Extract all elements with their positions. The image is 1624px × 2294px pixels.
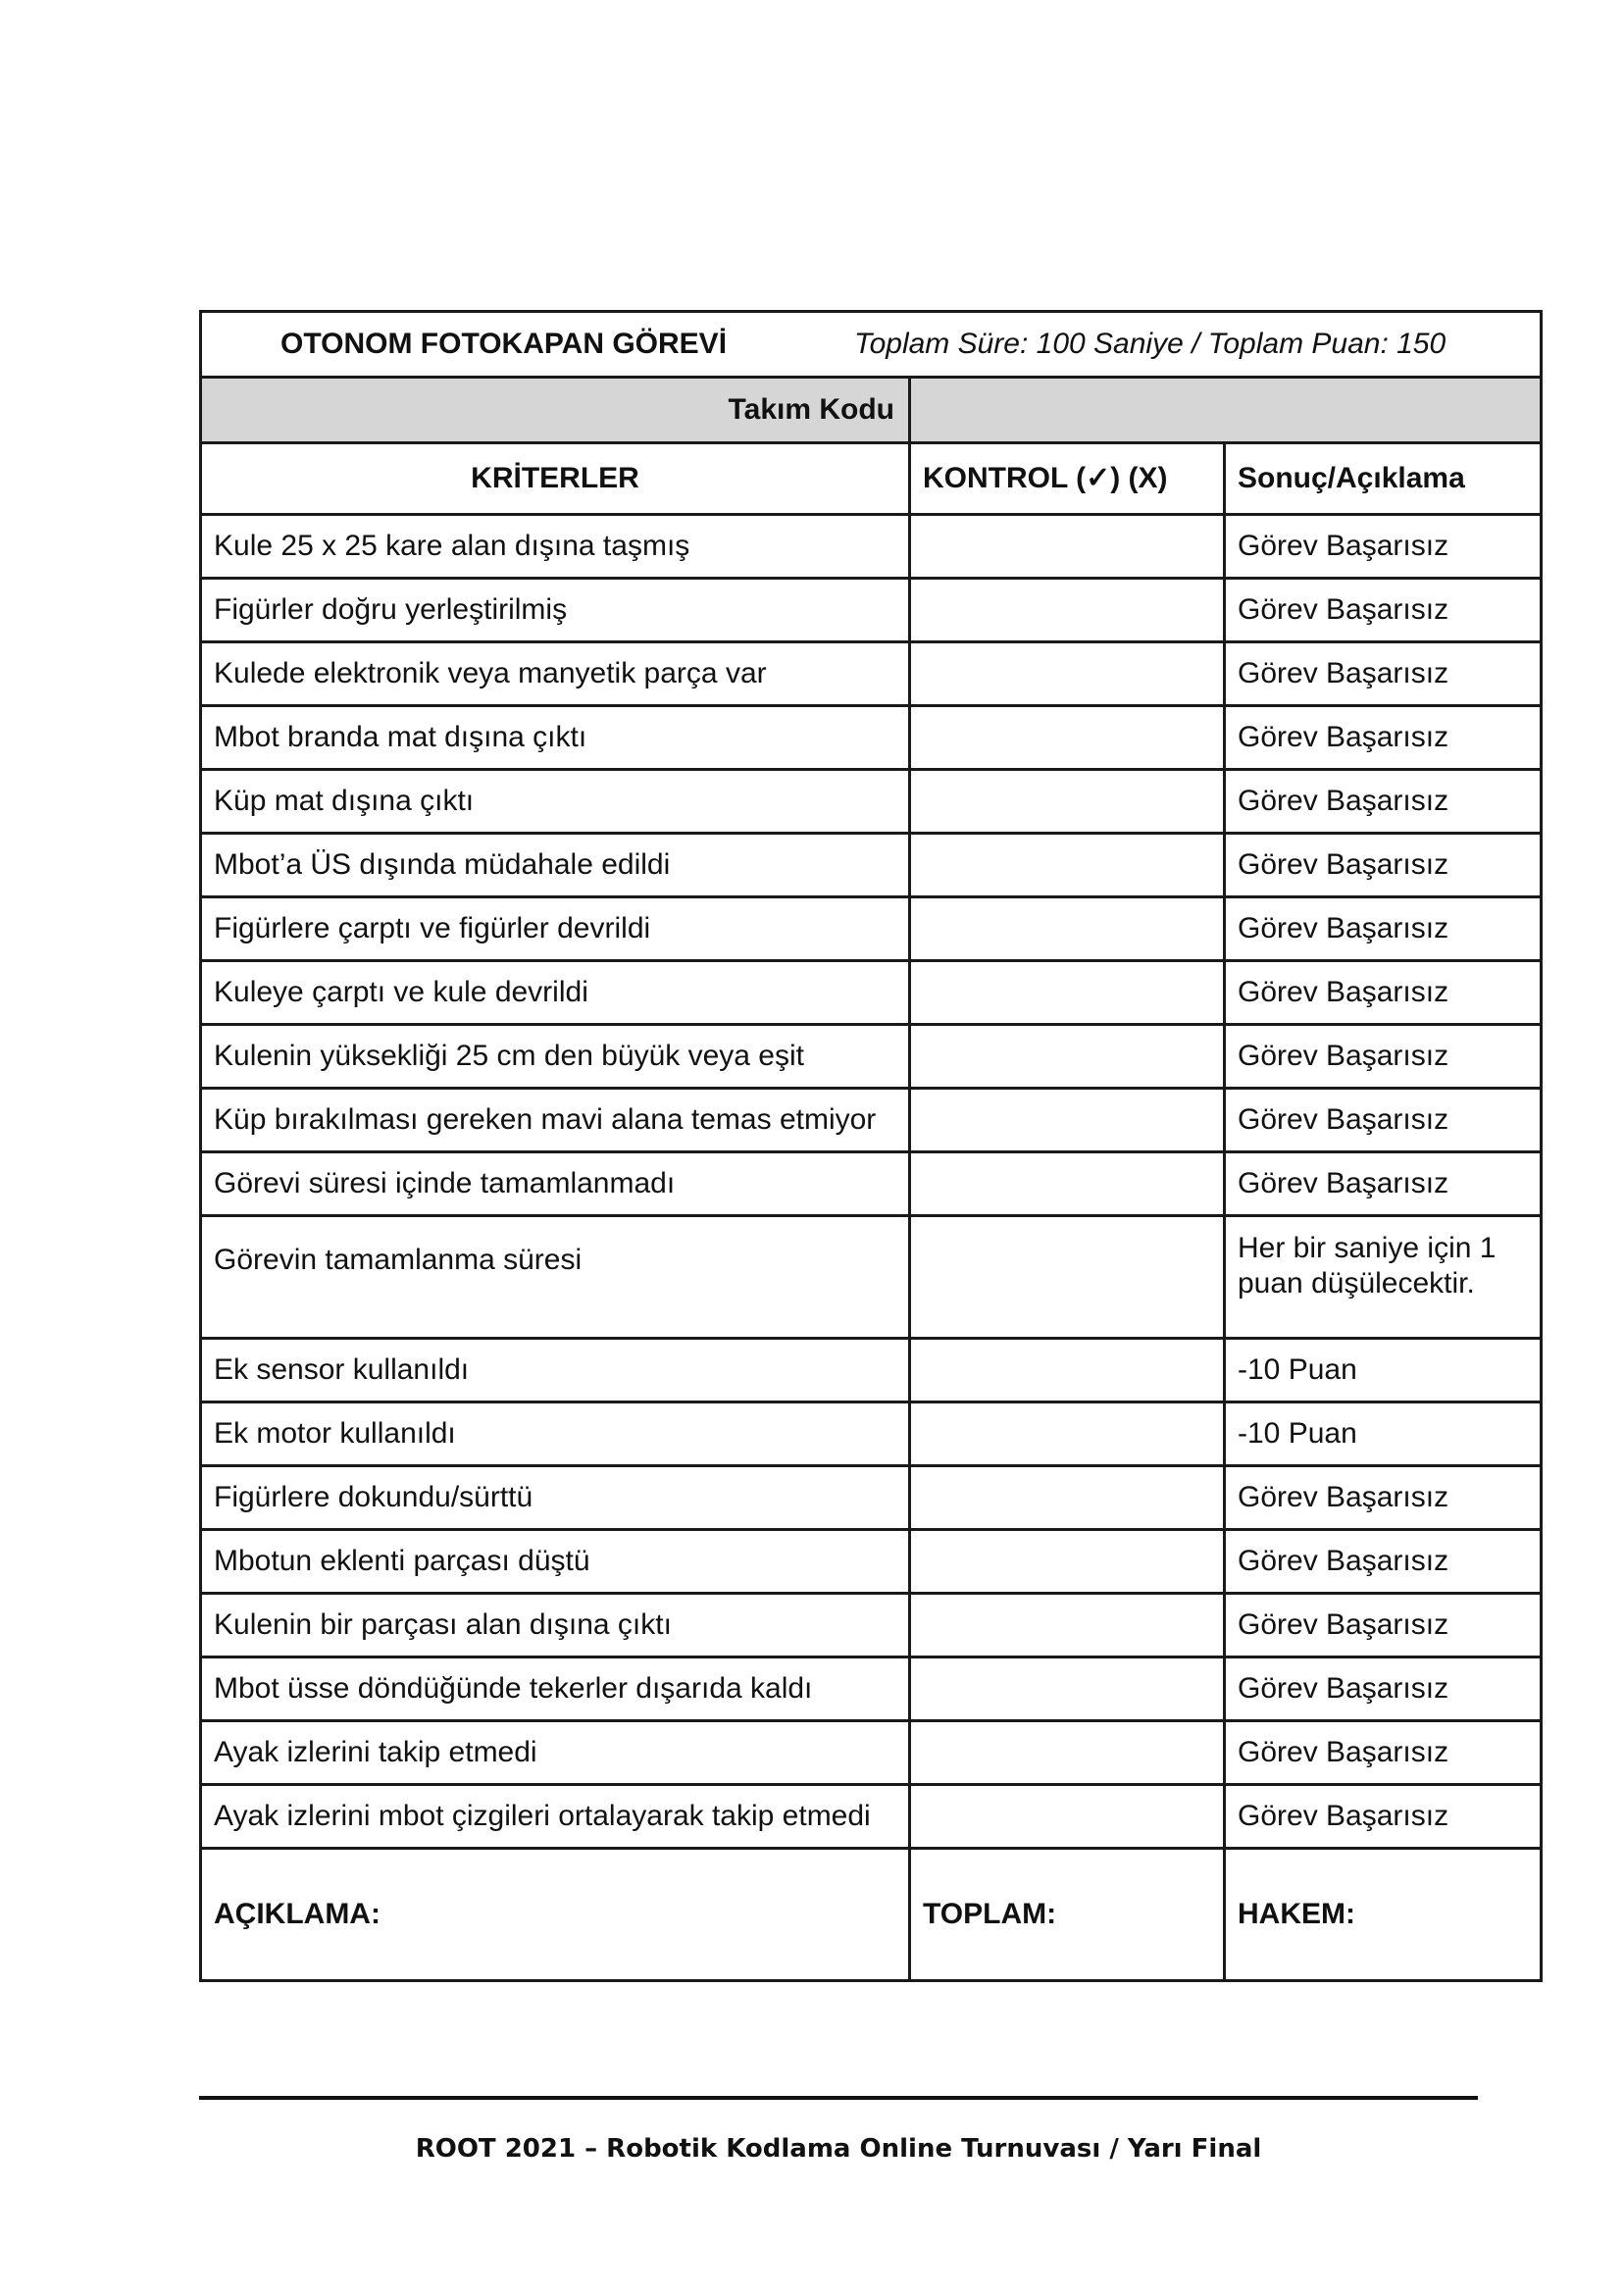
criterion-cell: Kulenin yüksekliği 25 cm den büyük veya eşit [201,1025,910,1089]
team-code-field[interactable] [910,378,1542,443]
table-row [201,579,1542,642]
result-cell: Görev Başarısız [1225,834,1542,897]
result-cell: Görev Başarısız [1225,1089,1542,1152]
result-cell: Görev Başarısız [1225,706,1542,770]
description-field[interactable]: AÇIKLAMA: [201,1849,910,1981]
control-cell[interactable] [910,642,1225,706]
criterion-cell: Mbot üsse döndüğünde tekerler dışarıda kaldı [201,1657,910,1721]
table-row [201,1216,1542,1339]
criterion-cell: Küp bırakılması gereken mavi alana temas etmiyor [201,1089,910,1152]
result-cell: Görev Başarısız [1225,1721,1542,1785]
control-cell[interactable] [910,1402,1225,1466]
control-cell[interactable] [910,515,1225,579]
criterion-cell: Mbotun eklenti parçası düştü [201,1530,910,1594]
referee-field[interactable]: HAKEM: [1225,1849,1542,1981]
table-row [201,1785,1542,1849]
control-cell[interactable] [910,1152,1225,1216]
form-title: OTONOM FOTOKAPAN GÖREVİ [280,328,728,360]
criterion-cell: Kulede elektronik veya manyetik parça var [201,642,910,706]
table-row [201,1594,1542,1657]
table-row [201,897,1542,961]
criteria-header: KRİTERLER [201,443,910,515]
control-header: KONTROL (✓) (X) [910,443,1225,515]
table-row [201,706,1542,770]
result-cell: -10 Puan [1225,1402,1542,1466]
result-cell: Görev Başarısız [1225,770,1542,834]
table-row [201,1466,1542,1530]
control-cell[interactable] [910,1216,1225,1339]
title-row [201,312,1542,378]
control-cell[interactable] [910,897,1225,961]
criterion-cell: Görevin tamamlanma süresi [201,1216,910,1339]
result-header: Sonuç/Açıklama [1225,443,1542,515]
table-row [201,1657,1542,1721]
column-header-row [201,443,1542,515]
result-cell: Her bir saniye için 1 puan düşülecektir. [1225,1216,1542,1339]
control-cell[interactable] [910,1089,1225,1152]
criterion-cell: Kule 25 x 25 kare alan dışına taşmış [201,515,910,579]
signature-row [201,1849,1542,1981]
control-cell[interactable] [910,1339,1225,1402]
result-cell: Görev Başarısız [1225,1152,1542,1216]
scoring-sheet [199,310,1540,1982]
control-cell[interactable] [910,1657,1225,1721]
result-cell: Görev Başarısız [1225,1466,1542,1530]
criterion-cell: Figürler doğru yerleştirilmiş [201,579,910,642]
table-row [201,961,1542,1025]
control-cell[interactable] [910,1785,1225,1849]
team-code-label: Takım Kodu [201,378,910,443]
table-row [201,770,1542,834]
table-row [201,1530,1542,1594]
result-cell: Görev Başarısız [1225,579,1542,642]
result-cell: Görev Başarısız [1225,642,1542,706]
total-field[interactable]: TOPLAM: [910,1849,1225,1981]
control-cell[interactable] [910,706,1225,770]
criterion-cell: Ek motor kullanıldı [201,1402,910,1466]
control-cell[interactable] [910,1466,1225,1530]
table-row [201,1152,1542,1216]
criterion-cell: Ayak izlerini mbot çizgileri ortalayarak takip etmedi [201,1785,910,1849]
table-row [201,1402,1542,1466]
table-row [201,515,1542,579]
control-cell[interactable] [910,834,1225,897]
table-row [201,1089,1542,1152]
control-cell[interactable] [910,1594,1225,1657]
form-subtitle: Toplam Süre: 100 Saniye / Toplam Puan: 150 [854,328,1446,360]
table-row [201,1339,1542,1402]
result-cell: Görev Başarısız [1225,1785,1542,1849]
result-cell: Görev Başarısız [1225,515,1542,579]
team-code-row [201,378,1542,443]
criterion-cell: Kulenin bir parçası alan dışına çıktı [201,1594,910,1657]
result-cell: -10 Puan [1225,1339,1542,1402]
table-row [201,1025,1542,1089]
criterion-cell: Figürlere dokundu/sürttü [201,1466,910,1530]
criterion-cell: Ek sensor kullanıldı [201,1339,910,1402]
result-cell: Görev Başarısız [1225,961,1542,1025]
criterion-cell: Mbot branda mat dışına çıktı [201,706,910,770]
control-cell[interactable] [910,1721,1225,1785]
control-cell[interactable] [910,1530,1225,1594]
page-footer: ROOT 2021 – Robotik Kodlama Online Turnuvası / Yarı Final [415,2134,1262,2164]
result-cell: Görev Başarısız [1225,1530,1542,1594]
table-row [201,834,1542,897]
result-cell: Görev Başarısız [1225,1594,1542,1657]
result-cell: Görev Başarısız [1225,1657,1542,1721]
scoring-table [199,310,1543,1982]
criterion-cell: Küp mat dışına çıktı [201,770,910,834]
result-cell: Görev Başarısız [1225,897,1542,961]
table-row [201,642,1542,706]
control-cell[interactable] [910,1025,1225,1089]
criterion-cell: Mbot’a ÜS dışında müdahale edildi [201,834,910,897]
footer-divider [199,2096,1478,2100]
criterion-cell: Ayak izlerini takip etmedi [201,1721,910,1785]
criterion-cell: Görevi süresi içinde tamamlanmadı [201,1152,910,1216]
control-cell[interactable] [910,961,1225,1025]
criterion-cell: Figürlere çarptı ve figürler devrildi [201,897,910,961]
control-cell[interactable] [910,770,1225,834]
result-cell: Görev Başarısız [1225,1025,1542,1089]
control-cell[interactable] [910,579,1225,642]
table-row [201,1721,1542,1785]
criterion-cell: Kuleye çarptı ve kule devrildi [201,961,910,1025]
